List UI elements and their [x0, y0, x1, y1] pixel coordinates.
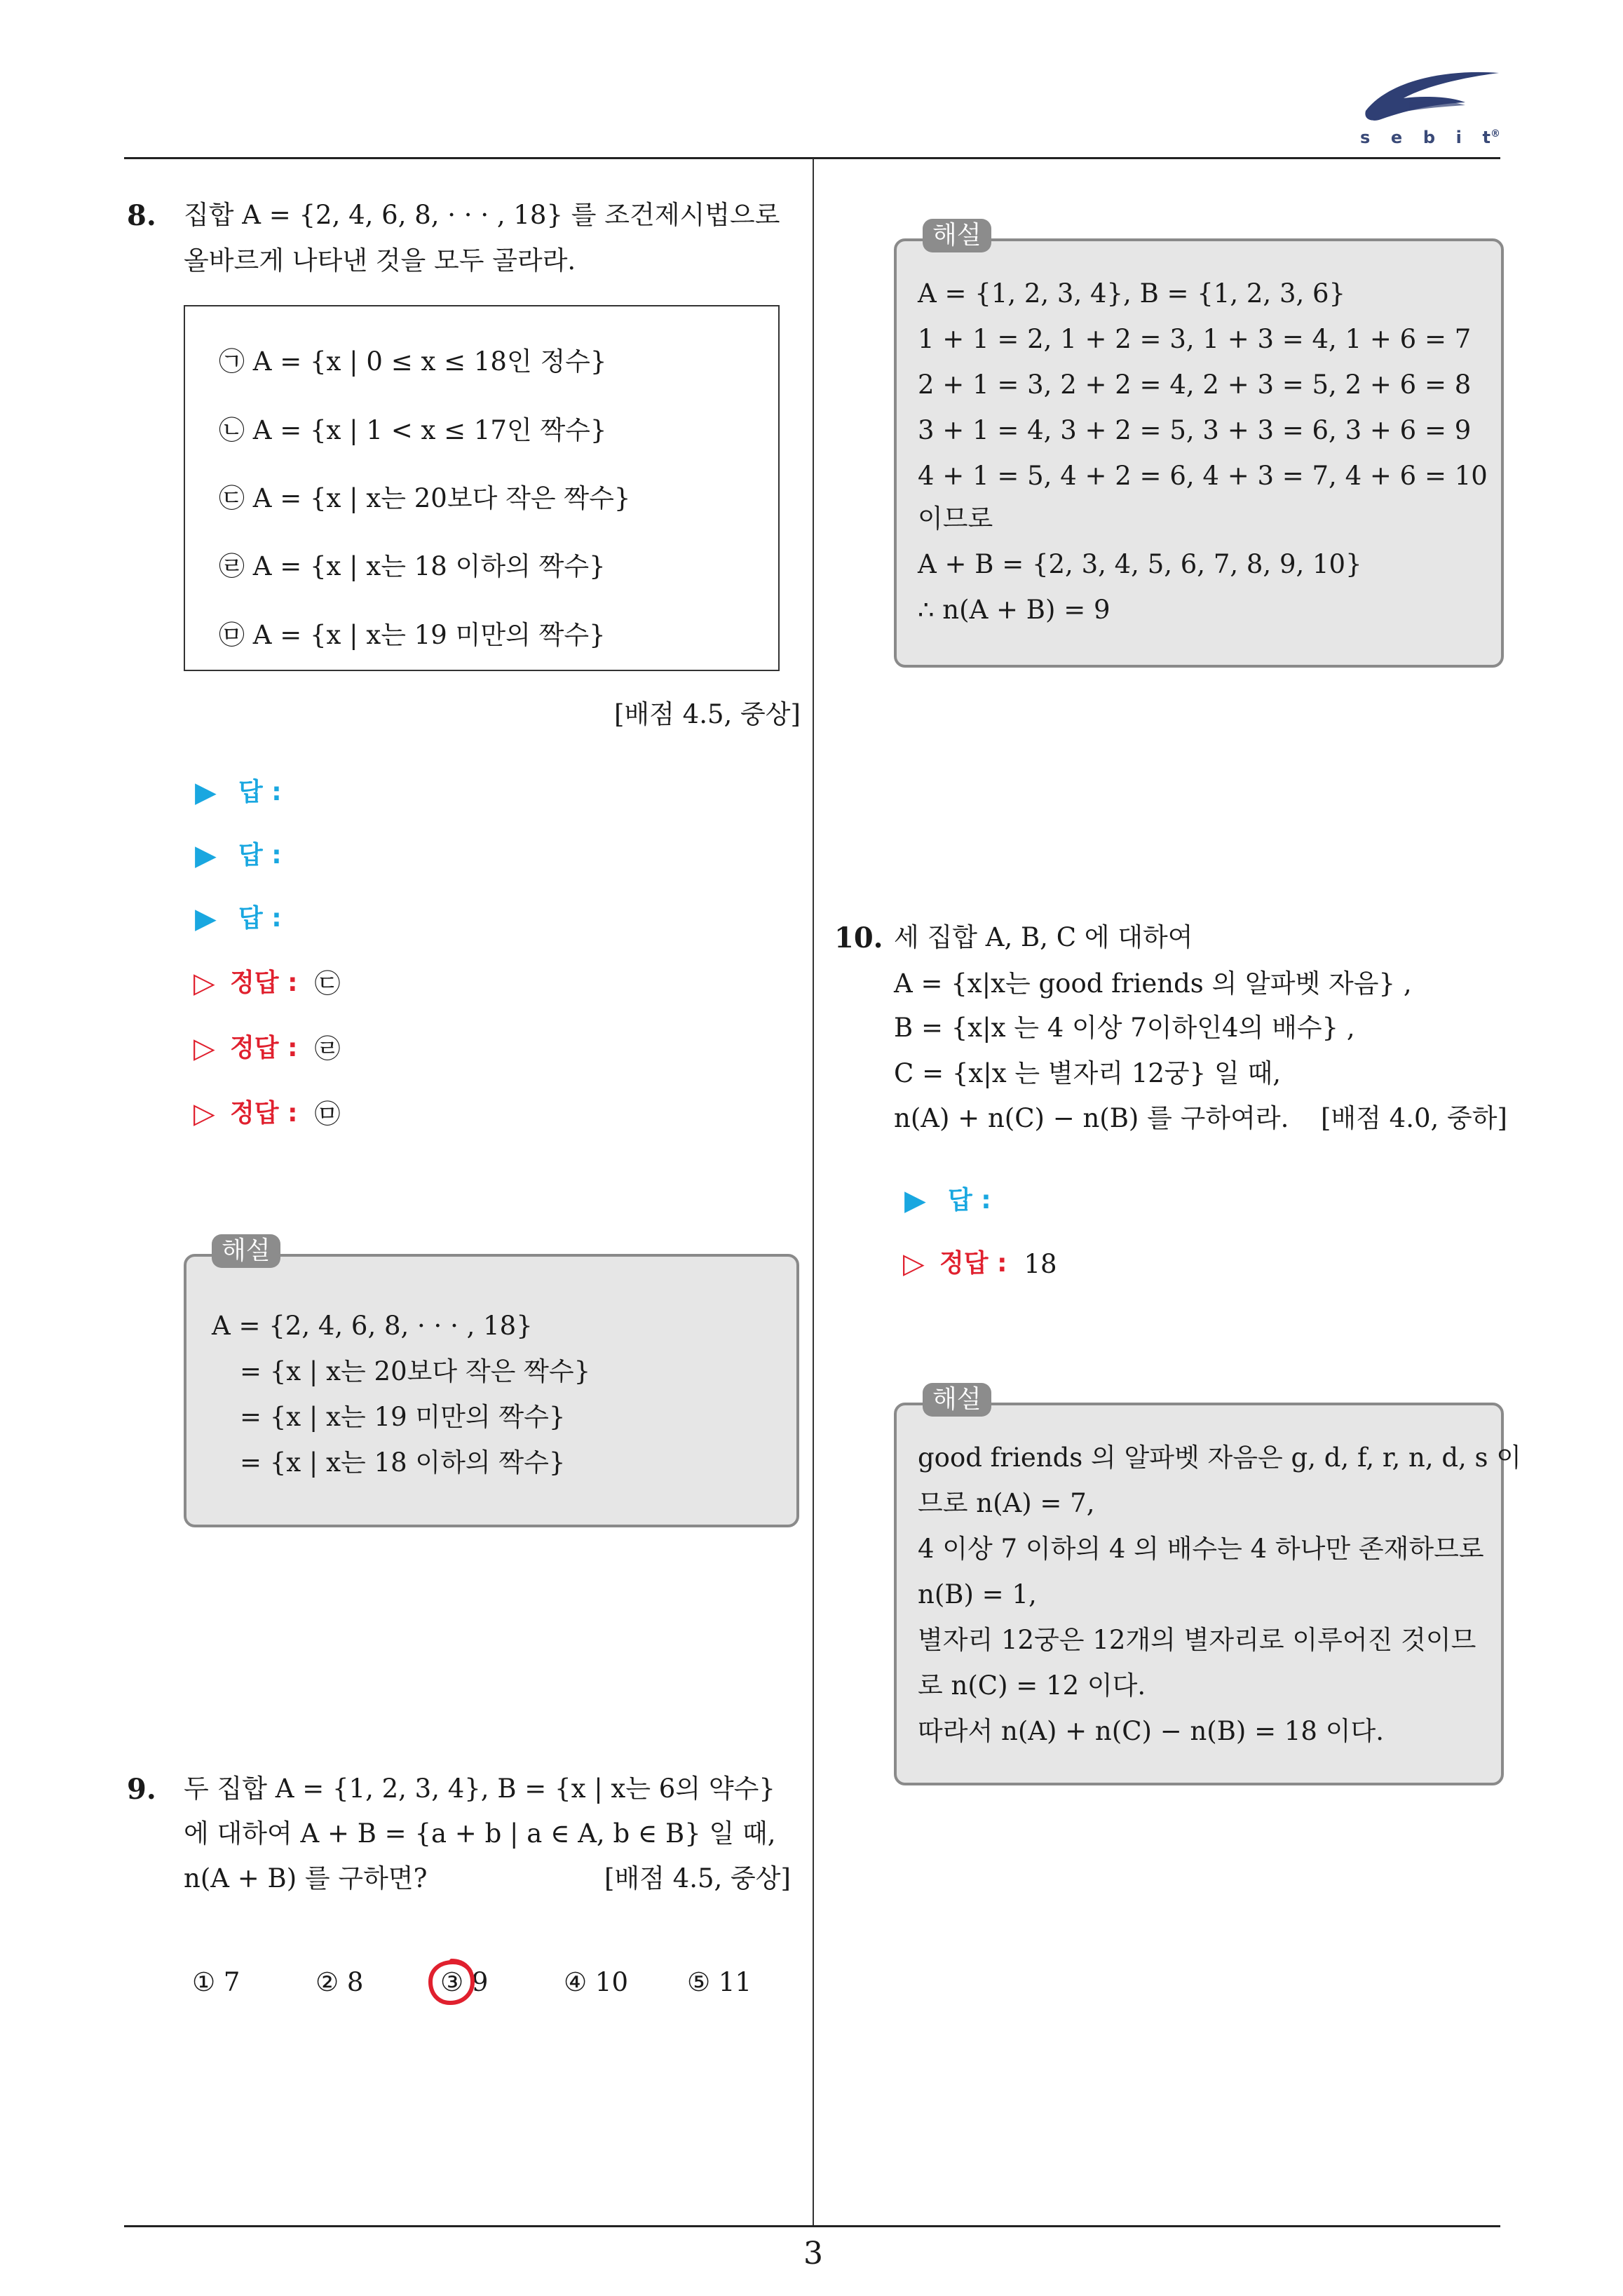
q9-solution-line-7: A + B = {2, 3, 4, 5, 6, 7, 8, 9, 10}	[918, 549, 1362, 579]
q8-number: 8.	[127, 199, 156, 232]
q10-solution-line-4: n(B) = 1,	[918, 1579, 1037, 1609]
q8-text-line-1: 집합 A = {2, 4, 6, 8, · · · , 18} 를 조건제시법으로	[184, 200, 780, 230]
q9-solution-tab: 해설	[923, 219, 991, 252]
correct-answer: ㉤	[314, 1098, 341, 1129]
answer-label: 답 :	[238, 841, 282, 870]
q9-text-line-3: n(A + B) 를 구하면?	[184, 1863, 428, 1893]
q10-solution-line-6: 로 n(C) = 12 이다.	[918, 1670, 1146, 1701]
q10-solution-line-7: 따라서 n(A) + n(C) − n(B) = 18 이다.	[918, 1716, 1384, 1746]
footer-rule	[124, 2225, 1500, 2227]
page-number: 3	[803, 2236, 823, 2271]
column-divider	[813, 158, 814, 2226]
q10-text-line-3: B = {x|x 는 4 이상 7이하인4의 배수} ,	[894, 1013, 1355, 1043]
q8-solution-line-1: A = {2, 4, 6, 8, · · · , 18}	[212, 1311, 533, 1341]
q10-score: [배점 4.0, 중하]	[1321, 1103, 1507, 1133]
q8-solution-line-4: = {x | x는 18 이하의 짝수}	[240, 1447, 566, 1478]
q8-solution-tab: 해설	[212, 1234, 280, 1268]
q9-number: 9.	[127, 1773, 156, 1806]
q8-choice-box	[184, 305, 780, 671]
answer-arrow-icon: ▶	[195, 776, 217, 809]
q9-solution-line-1: A = {1, 2, 3, 4}, B = {1, 2, 3, 6}	[918, 278, 1346, 309]
correct-answer: ㉣	[314, 1033, 341, 1064]
correct-arrow-icon: ▷	[903, 1248, 925, 1280]
q10-number: 10.	[834, 921, 883, 954]
correct-label: 정답 :	[230, 1034, 298, 1062]
q9-text-line-2: 에 대하여 A + B = {a + b | a ∈ A, b ∈ B} 일 때,	[184, 1818, 776, 1849]
correct-arrow-icon: ▷	[193, 967, 215, 999]
q9-text-line-1: 두 집합 A = {1, 2, 3, 4}, B = {x | x는 6의 약수}	[184, 1774, 775, 1804]
correct-label: 정답 :	[230, 1099, 298, 1128]
q8-choice-3: ㉢ A = {x | x는 20보다 작은 짝수}	[219, 483, 631, 513]
answer-label: 답 :	[238, 904, 282, 933]
q10-solution-tab: 해설	[923, 1383, 991, 1417]
correct-arrow-icon: ▷	[193, 1098, 215, 1130]
q9-solution-line-6: 이므로	[918, 504, 993, 534]
sebit-logo-text: s e b i t®	[1360, 128, 1500, 147]
q10-text-line-2: A = {x|x는 good friends 의 알파벳 자음} ,	[894, 968, 1412, 999]
sebit-logo-swoosh-icon	[1360, 67, 1500, 130]
correct-answer: 18	[1024, 1248, 1057, 1279]
q9-solution-line-5: 4 + 1 = 5, 4 + 2 = 6, 4 + 3 = 7, 4 + 6 = 10	[918, 461, 1488, 491]
q9-option-1[interactable]: ① 7	[192, 1967, 240, 1997]
q8-answer-row-1	[195, 776, 282, 809]
answer-arrow-icon: ▶	[195, 903, 217, 935]
correct-label: 정답 :	[230, 968, 298, 997]
q9-solution-line-4: 3 + 1 = 4, 3 + 2 = 5, 3 + 3 = 6, 3 + 6 = 9	[918, 415, 1472, 445]
q9-solution-box	[894, 238, 1504, 668]
q10-text-line-1: 세 집합 A, B, C 에 대하여	[894, 922, 1193, 952]
q8-correct-row-3	[193, 1100, 340, 1128]
q8-choice-2: ㉡ A = {x | 1 < x ≤ 17인 짝수}	[219, 415, 607, 445]
answer-label: 답 :	[948, 1186, 991, 1215]
q9-option-3[interactable]: ③ 9	[440, 1967, 489, 1997]
q9-option-5[interactable]: ⑤ 11	[687, 1967, 752, 1997]
selected-answer-circle-icon	[426, 1957, 477, 2007]
correct-arrow-icon: ▷	[193, 1032, 215, 1065]
q10-solution-box	[894, 1403, 1522, 1785]
q8-solution-line-3: = {x | x는 19 미만의 짝수}	[240, 1402, 566, 1432]
answer-arrow-icon: ▶	[904, 1184, 926, 1217]
answer-arrow-icon: ▶	[195, 839, 217, 872]
q8-choice-4: ㉣ A = {x | x는 18 이하의 짝수}	[219, 551, 606, 581]
q8-text-line-2: 올바르게 나타낸 것을 모두 골라라.	[184, 245, 576, 276]
q8-answer-row-3	[195, 905, 282, 933]
q10-answer-row	[904, 1184, 991, 1217]
q8-answer-row-2	[195, 839, 282, 872]
q10-correct-row	[903, 1250, 1057, 1278]
q9-solution-line-8: ∴ n(A + B) = 9	[918, 595, 1111, 625]
answer-label: 답 :	[238, 778, 282, 806]
q10-solution-line-5: 별자리 12궁은 12개의 별자리로 이루어진 것이므	[918, 1625, 1476, 1655]
q8-choice-5: ㉤ A = {x | x는 19 미만의 짝수}	[219, 620, 606, 650]
q8-solution-box	[184, 1254, 799, 1527]
q9-solution-line-3: 2 + 1 = 3, 2 + 2 = 4, 2 + 3 = 5, 2 + 6 = 8	[918, 370, 1472, 400]
q8-choice-1: ㉠ A = {x | 0 ≤ x ≤ 18인 정수}	[219, 346, 607, 377]
q10-solution-line-1: good friends 의 알파벳 자음은 g, d, f, r, n, d, s 이	[918, 1443, 1522, 1473]
q8-solution-line-2: = {x | x는 20보다 작은 짝수}	[240, 1356, 591, 1386]
correct-answer: ㉢	[314, 968, 341, 999]
q8-score: [배점 4.5, 중상]	[614, 699, 801, 729]
q9-solution-line-2: 1 + 1 = 2, 1 + 2 = 3, 1 + 3 = 4, 1 + 6 = 7	[918, 324, 1472, 354]
q8-correct-row-1	[193, 969, 340, 997]
q9-option-4[interactable]: ④ 10	[564, 1967, 629, 1997]
q10-solution-line-2: 므로 n(A) = 7,	[918, 1488, 1095, 1518]
sebit-logo	[1360, 67, 1500, 150]
correct-label: 정답 :	[939, 1249, 1007, 1278]
q10-text-line-4: C = {x|x 는 별자리 12궁} 일 때,	[894, 1058, 1281, 1088]
q10-solution-line-3: 4 이상 7 이하의 4 의 배수는 4 하나만 존재하므로	[918, 1534, 1484, 1564]
q9-option-2[interactable]: ② 8	[315, 1967, 364, 1997]
q8-correct-row-2	[193, 1032, 341, 1065]
q10-text-line-5: n(A) + n(C) − n(B) 를 구하여라.	[894, 1103, 1289, 1133]
q9-score: [배점 4.5, 중상]	[604, 1863, 791, 1893]
